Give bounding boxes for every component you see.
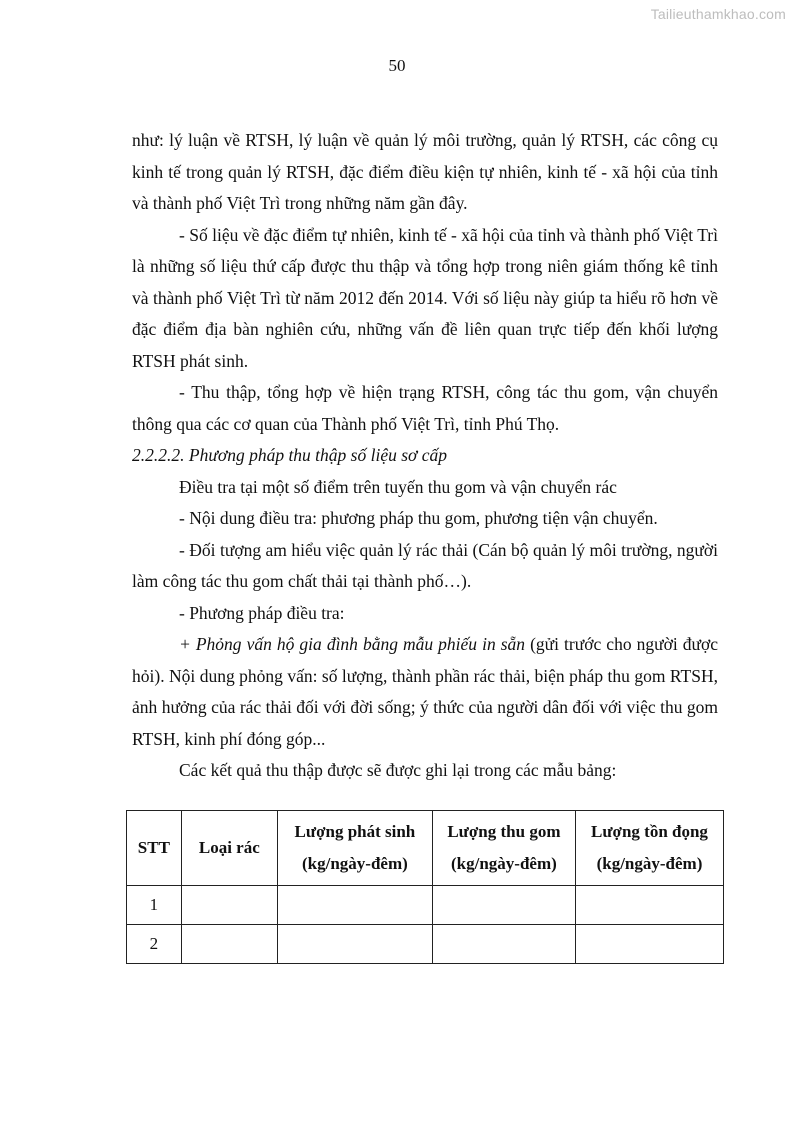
table-cell: 1 xyxy=(127,886,182,925)
table-cell: 2 xyxy=(127,925,182,964)
header-generated: Lượng phát sinh (kg/ngày-đêm) xyxy=(277,811,432,886)
table-cell xyxy=(181,886,277,925)
header-stt: STT xyxy=(127,811,182,886)
watermark: Tailieuthamkhao.com xyxy=(650,6,786,22)
table-cell xyxy=(432,925,575,964)
table-cell xyxy=(277,886,432,925)
table-cell xyxy=(181,925,277,964)
waste-table xyxy=(126,810,724,964)
paragraph-7: - Phương pháp điều tra: xyxy=(179,602,345,623)
paragraph-5: - Nội dung điều tra: phương pháp thu gom, phương tiện vận chuyển. xyxy=(179,508,658,528)
paragraph-4: Điều tra tại một số điểm trên tuyến thu gom và vận chuyển rác xyxy=(179,476,617,497)
table-header-row xyxy=(127,811,724,886)
table-cell xyxy=(575,886,723,925)
page-number: 50 xyxy=(388,56,406,75)
paragraph-6: - Đối tượng am hiểu việc quản lý rác thải (Cán bộ quản lý môi trường, người làm công tác thu gom chất thải tại thành phố…). xyxy=(132,539,718,591)
section-heading: 2.2.2.2. Phương pháp thu thập số liệu sơ cấp xyxy=(132,445,448,465)
table-cell xyxy=(575,925,723,964)
table-cell xyxy=(432,886,575,925)
header-waste-type: Loại rác xyxy=(181,811,277,886)
header-backlog: Lượng tồn đọng (kg/ngày-đêm) xyxy=(575,811,723,886)
paragraph-8-italic: + Phỏng vấn hộ gia đình bằng mẫu phiếu in sẵn xyxy=(179,634,526,654)
paragraph-3: - Thu thập, tổng hợp về hiện trạng RTSH, công tác thu gom, vận chuyển thông qua các cơ quan của Thành phố Việt Trì, tỉnh Phú Thọ. xyxy=(132,382,718,434)
document-body xyxy=(132,125,718,787)
paragraph-9: Các kết quả thu thập được sẽ được ghi lại trong các mẫu bảng: xyxy=(179,760,617,780)
table-cell xyxy=(277,925,432,964)
table-row xyxy=(127,886,724,925)
paragraph-8 xyxy=(132,629,718,755)
paragraph-2: - Số liệu về đặc điểm tự nhiên, kinh tế - xã hội của tỉnh và thành phố Việt Trì là những số liệu thứ cấp được thu thập và tổng hợp trong niên giám thống kê tỉnh và thành phố Việt Trì từ năm 2012 đến 2014. Với số liệu này giúp ta hiểu rõ hơn về đặc điểm địa bàn nghiên cứu, những vấn đề liên quan trực tiếp đến khối lượng RTSH phát sinh. xyxy=(132,224,718,371)
header-collected: Lượng thu gom (kg/ngày-đêm) xyxy=(432,811,575,886)
paragraph-8-rest: (gửi trước cho người được hỏi). Nội dung phỏng vấn: số lượng, thành phần rác thải, biện pháp thu gom RTSH, ảnh hưởng của rác thải đối với đời sống; ý thức của người dân đối với việc thu gom RTSH, kinh phí đóng góp... xyxy=(132,634,718,749)
paragraph-1: như: lý luận về RTSH, lý luận về quản lý môi trường, quản lý RTSH, các công cụ kinh tế trong quản lý RTSH, đặc điểm điều kiện tự nhiên, kinh tế - xã hội của tỉnh và thành phố Việt Trì trong những năm gần đây. xyxy=(132,130,718,213)
table-row xyxy=(127,925,724,964)
